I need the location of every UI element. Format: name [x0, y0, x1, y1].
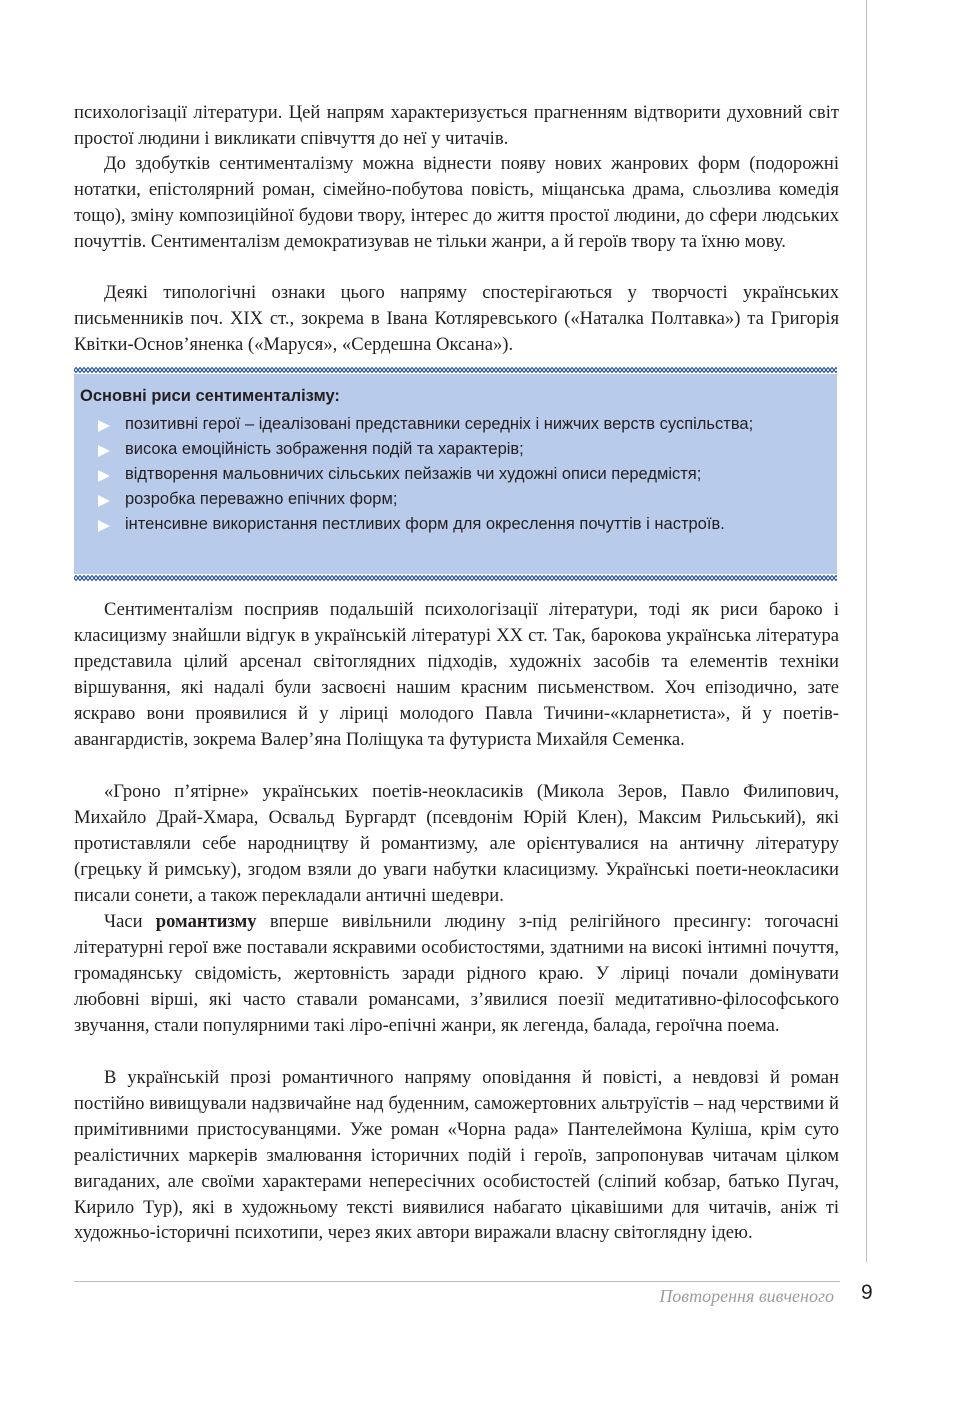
paragraph-2: До здобутків сентименталізму можна віднести появу нових жанрових форм (подорожні нотатки, епістолярний роман, сімейно-побутова повість, міщанська драма, сльозлива комедія тощо), зміну композиційної будови твору, інтерес до життя простої людини, до сфери людських почуттів. Сентименталізм демократизував не тільки жанри, а й героїв твору та їхню мову.: [74, 153, 839, 252]
list-item: розробка переважно епічних форм;: [74, 487, 837, 512]
footer-section-title: Повторення вивченого: [659, 1286, 834, 1306]
list-item: висока емоційність зображення подій та характерів;: [74, 437, 837, 462]
paragraph-7: В українській прозі романтичного напряму оповідання й повісті, а невдовзі й роман постійно вивищували надзвичайне над буденним, саможертовних альтруїстів – над черствими й примітивними пристосуванцями. Уже роман «Чорна рада» Пантелеймона Куліша, крім суто реалістичних маркерів змалювання історичних подій і героїв, запропонував читачам цілком вигаданих, але своїми характерами непересічних особистостей (сліпий кобзар, батько Пугач, Кирило Тур), які в художньому тексті виявилися набагато цікавішими для читачів, аніж ті художньо-історичні психотипи, через яких автори виражали власну світоглядну ідею.: [74, 1067, 839, 1244]
list-item: позитивні герої – ідеалізовані представники середніх і нижчих верств суспільства;: [74, 412, 837, 437]
triangle-right-icon: [98, 470, 110, 482]
footer-rule: [74, 1281, 840, 1282]
paragraph-1: психологізації літератури. Цей напрям характеризується прагненням відтворити духовний світ простої людини і викликати співчуття до неї у читачів.: [74, 102, 839, 149]
paragraph-4: Сентименталізм посприяв подальшій психологізації літератури, тоді як риси бароко і класицизму знайшли відгук в українській літературі ХХ ст. Так, барокова українська література представила цілий арсенал світоглядних підходів, художніх засобів та елементів техніки віршування, які надалі були засвоєні нашим красним письменством. Хоч епізодично, зате яскраво вони проявилися й у ліриці молодого Павла Тичини-«кларнетиста», й у поетів-авангардистів, зокрема Валер’яна Поліщука та футуриста Михайля Семенка.: [74, 599, 839, 750]
sentimentalism-features-box: [74, 366, 837, 582]
page-number: 9: [861, 1281, 873, 1304]
list-item: інтенсивне використання пестливих форм для окреслення почуттів і настроїв.: [74, 512, 837, 537]
paragraph-6: Часи романтизму вперше вивільнили людину з-під релігійного пресингу: тогочасні літературні герої вже поставали яскравими особистостями, здатними на високі інтимні почуття, громадянську свідомість, жертовність заради рідного краю. У ліриці почали домінувати любовні вірші, які часто ставали романсами, з’явилися поезії медитативно-філософського звучання, стали популярними такі ліро-епічні жанри, як легенда, балада, героїчна поема.: [74, 911, 839, 1036]
box-title: Основні риси сентименталізму:: [80, 387, 340, 405]
triangle-right-icon: [98, 445, 110, 457]
triangle-right-icon: [98, 420, 110, 432]
zigzag-border-bottom: [74, 574, 837, 582]
triangle-right-icon: [98, 495, 110, 507]
triangle-right-icon: [98, 520, 110, 532]
list-item: відтворення мальовничих сільських пейзажів чи художні описи передмістя;: [74, 462, 837, 487]
features-list: [74, 412, 837, 537]
page-edge-rule: [866, 0, 867, 1262]
paragraph-3: Деякі типологічні ознаки цього напряму спостерігаються у творчості українських письменників поч. ХІХ ст., зокрема в Івана Котляревського («Наталка Полтавка») та Григорія Квітки-Основ’яненка («Маруся», «Сердешна Оксана»).: [74, 282, 839, 355]
bold-term-romanticism: романтизму: [155, 911, 257, 932]
zigzag-border-top: [74, 366, 837, 374]
paragraph-5: «Гроно п’ятірне» українських поетів-неокласиків (Микола Зеров, Павло Филипович, Михайло Драй-Хмара, Освальд Бургардт (псевдонім Юрій Клен), Максим Рильський), які протиставляли себе народництву й романтизму, але орієнтувалися на античну літературу (грецьку й римську), згодом взяли до уваги набутки класицизму. Українські поети-неокласики писали сонети, а також перекладали античні шедеври.: [74, 781, 839, 906]
